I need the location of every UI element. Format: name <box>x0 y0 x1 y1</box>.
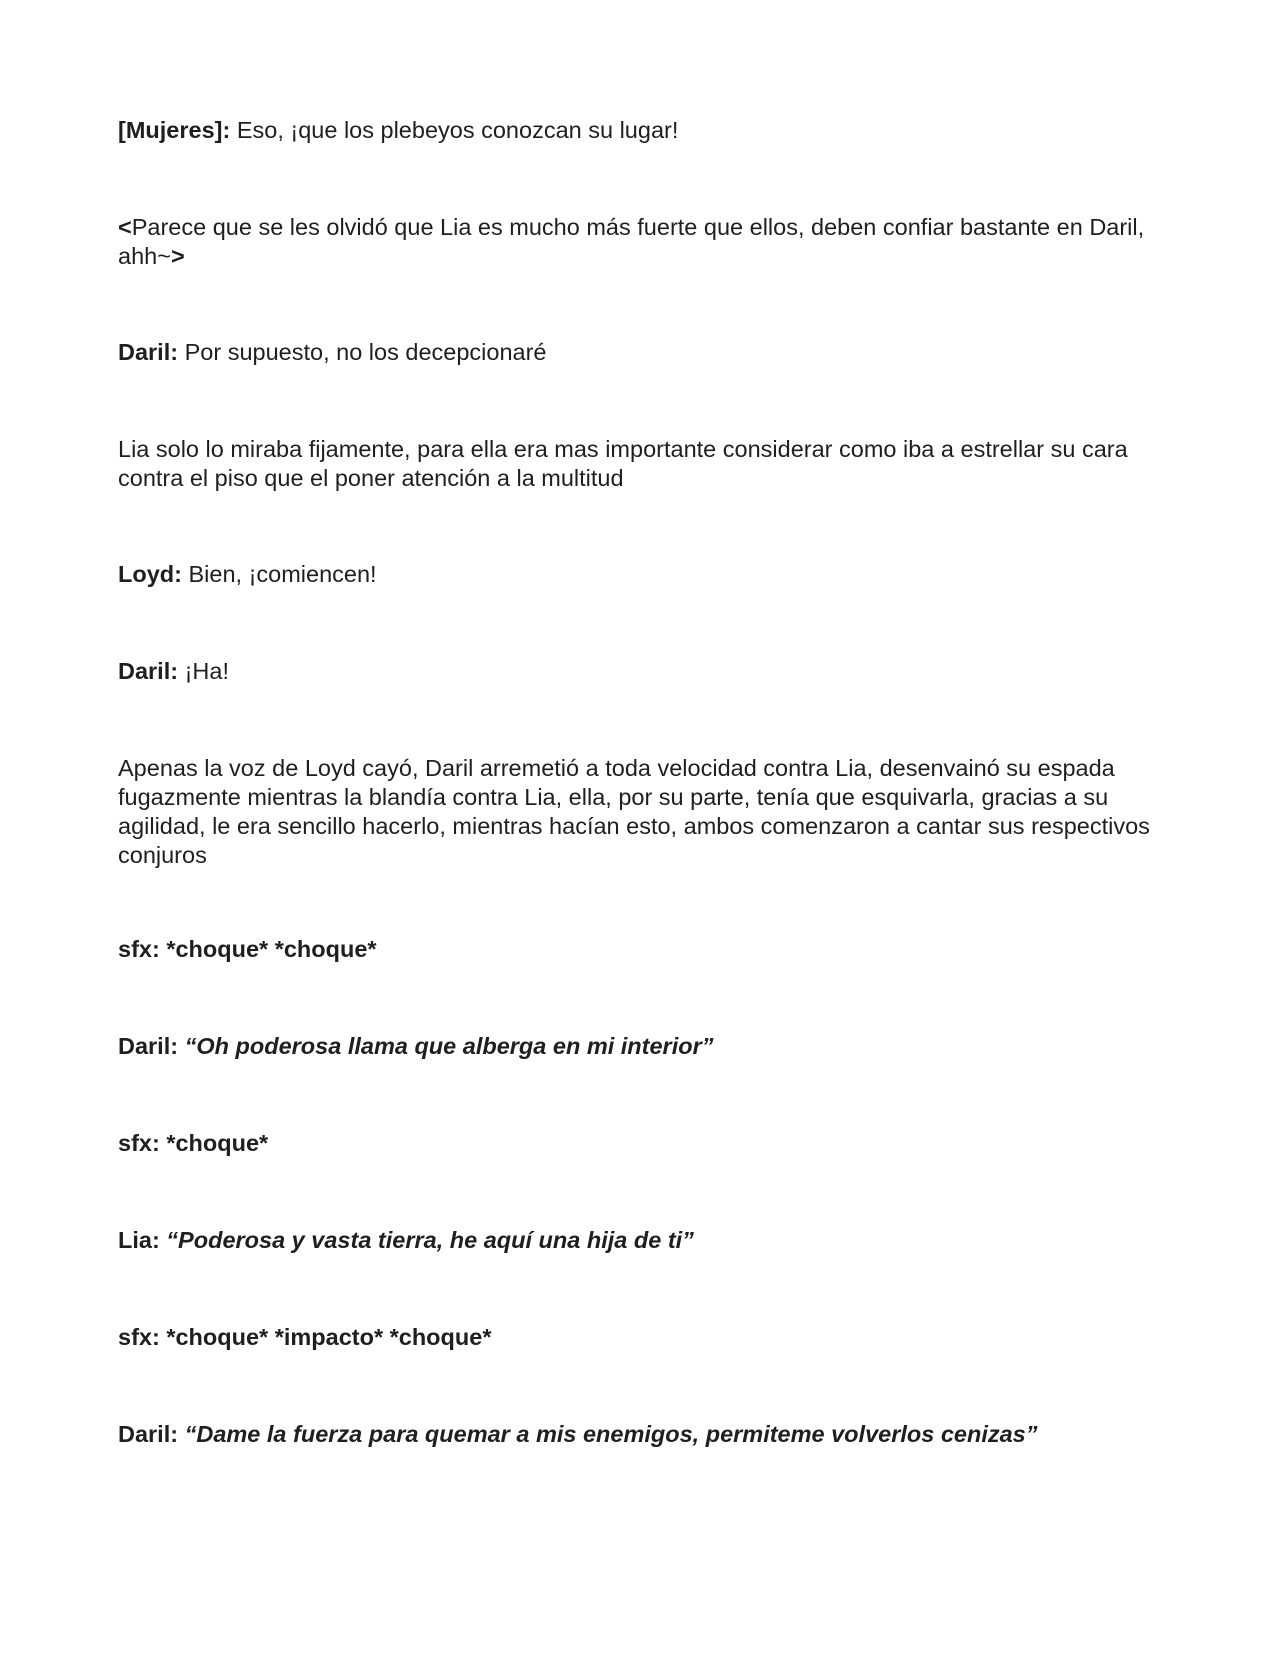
narration-paragraph-1 <box>118 435 1168 493</box>
sfx-line-1 <box>118 935 1168 964</box>
incantation-text: “Poderosa y vasta tierra, he aquí una hija de ti” <box>159 1227 694 1253</box>
incantation-lia <box>118 1226 1168 1255</box>
sfx-text: sfx: *choque* <box>118 1130 269 1156</box>
speaker-label: Daril: <box>118 339 179 365</box>
speaker-label: Daril: <box>118 1421 179 1447</box>
narration-paragraph-2 <box>118 754 1168 870</box>
incantation-daril-1 <box>118 1032 1168 1061</box>
open-bracket: < <box>118 214 132 240</box>
thought-text: Parece que se les olvidó que Lia es mucho más fuerte que ellos, deben confiar bastante en Daril, ahh~ <box>118 214 1145 269</box>
sfx-line-2 <box>118 1129 1168 1158</box>
speaker-label: [Mujeres]: <box>118 117 231 143</box>
sfx-text: sfx: *choque* *impacto* *choque* <box>118 1324 492 1350</box>
dialogue-text: ¡Ha! <box>178 658 230 684</box>
dialogue-text: Bien, ¡comiencen! <box>181 561 377 587</box>
speaker-label: Lia: <box>118 1227 160 1253</box>
incantation-text: “Dame la fuerza para quemar a mis enemigos, permiteme volverlos cenizas” <box>178 1421 1038 1447</box>
dialogue-line-mujeres <box>118 116 1168 145</box>
dialogue-text: Por supuesto, no los decepcionaré <box>178 339 547 365</box>
speaker-label: Daril: <box>118 1033 179 1059</box>
narration-text: Lia solo lo miraba fijamente, para ella era mas importante considerar como iba a estrellar su cara contra el piso que el poner atención a la multitud <box>118 436 1128 491</box>
sfx-line-3 <box>118 1323 1168 1352</box>
close-bracket: > <box>170 243 185 269</box>
narrator-thought <box>118 213 1168 271</box>
dialogue-line-daril-1 <box>118 338 1168 367</box>
incantation-daril-2 <box>118 1420 1168 1449</box>
narration-text: Apenas la voz de Loyd cayó, Daril arremetió a toda velocidad contra Lia, desenvainó su espada fugazmente mientras la blandía contra Lia, ella, por su parte, tenía que esquivarla, gracias a su agilidad, le era sencillo hacerlo, mientras hacían esto, ambos comenzaron a cantar sus respectivos conjuros <box>118 755 1150 868</box>
incantation-text: “Oh poderosa llama que alberga en mi interior” <box>178 1033 714 1059</box>
sfx-text: sfx: *choque* *choque* <box>118 936 377 962</box>
speaker-label: Loyd: <box>118 561 182 587</box>
dialogue-line-loyd <box>118 560 1168 589</box>
dialogue-line-daril-2 <box>118 657 1168 686</box>
dialogue-text: Eso, ¡que los plebeyos conozcan su lugar! <box>230 117 679 143</box>
speaker-label: Daril: <box>118 658 179 684</box>
